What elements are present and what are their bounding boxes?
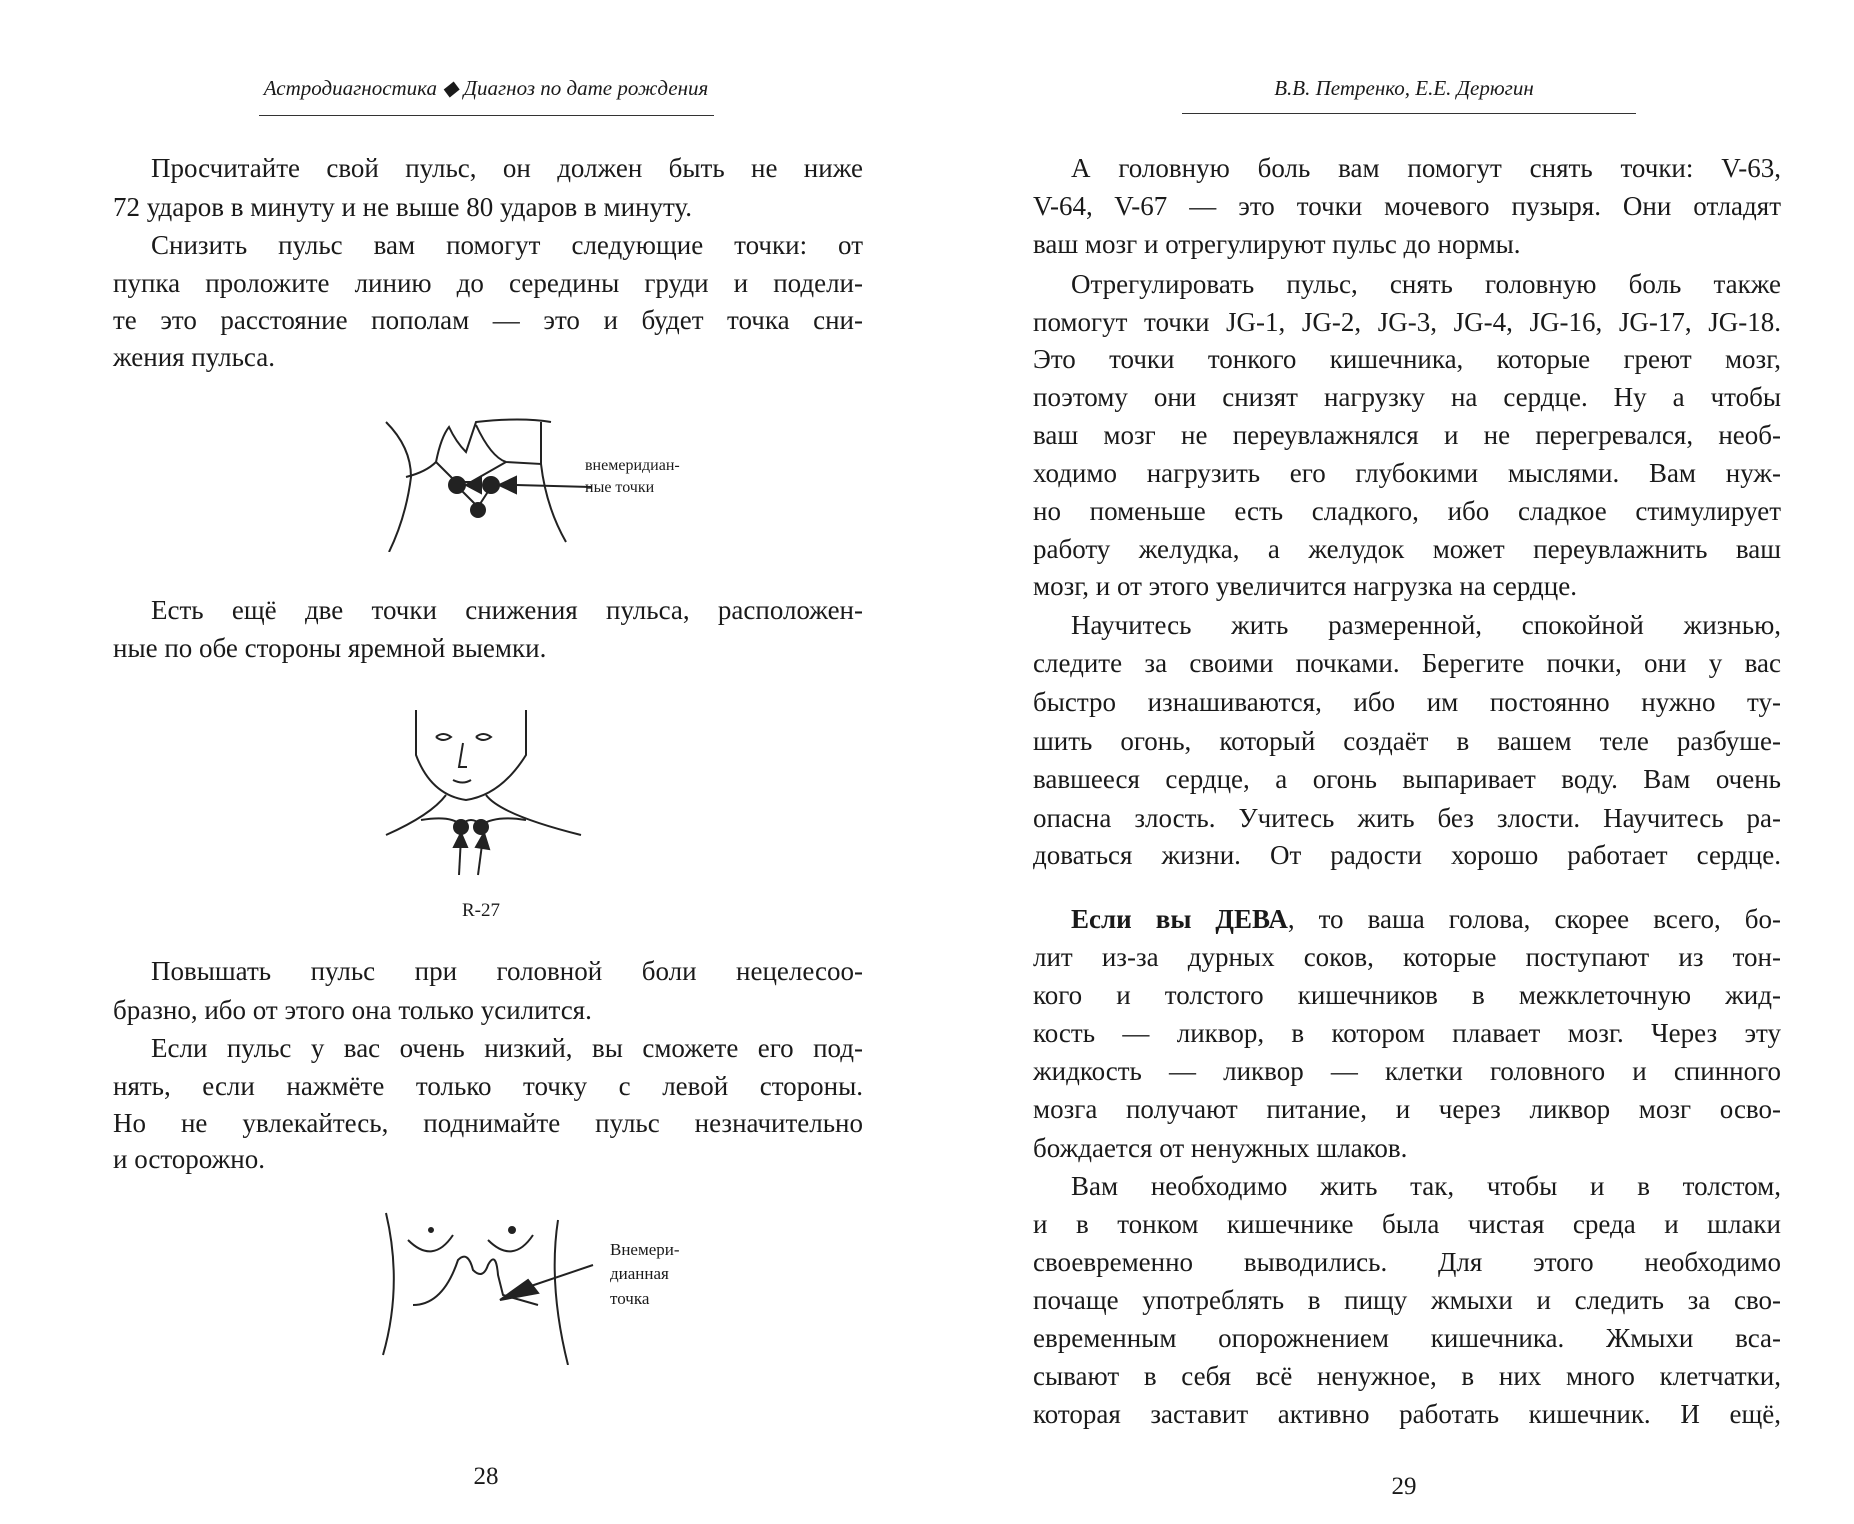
text-line: быстро изнашиваются, ибо им постоянно нужно ту- — [1033, 687, 1781, 717]
text-line: мозга получают питание, и через ликвор мозг осво- — [1033, 1094, 1781, 1124]
text-line: кость — ликвор, в котором плавает мозг. Через эту — [1033, 1018, 1781, 1048]
figure-caption: R-27 — [462, 900, 500, 921]
text-line: Просчитайте свой пульс, он должен быть не ниже — [151, 153, 863, 183]
text-line: Отрегулировать пульс, снять головную боль также — [1071, 269, 1781, 299]
text-line: бождается от ненужных шлаков. — [1033, 1133, 1408, 1163]
text-line: Но не увлекайтесь, поднимайте пульс незначительно — [113, 1108, 863, 1138]
text-line: 72 ударов в минуту и не выше 80 ударов в минуту. — [113, 192, 692, 222]
text-line: опасна злость. Учитесь жить без злости. Научитесь ра- — [1033, 803, 1781, 833]
text-line: Вам необходимо жить так, чтобы и в толстом, — [1071, 1171, 1781, 1201]
text-line: евременным опорожнением кишечника. Жмыхи вса- — [1033, 1323, 1781, 1353]
text-line: жения пульса. — [113, 342, 275, 372]
text-line: пупка проложите линию до середины груди и подели- — [113, 268, 863, 298]
text-line: сывают в себя всё ненужное, в них много клетчатки, — [1033, 1361, 1781, 1391]
text-line: и осторожно. — [113, 1144, 265, 1174]
text-line: шить огонь, который создаёт в вашем теле разбуше- — [1033, 726, 1781, 756]
text-line: доваться жизни. От радости хорошо работает сердце. — [1033, 840, 1781, 870]
text-line — [1071, 903, 1781, 935]
text-line: Это точки тонкого кишечника, которые греют мозг, — [1033, 344, 1781, 374]
text-line: кого и толстого кишечников в межклеточную жид- — [1033, 980, 1781, 1010]
text-line: те это расстояние пополам — это и будет точка сни- — [113, 305, 863, 335]
figure-caption: дианная — [610, 1264, 669, 1283]
text-line: ные по обе стороны яремной выемки. — [113, 633, 547, 663]
text-line: своевременно выводились. Для этого необходимо — [1033, 1247, 1781, 1277]
text-line: работу желудка, а желудок может переувлажнить ваш — [1033, 534, 1781, 564]
text-span: , то ваша голова, скорее всего, бо- — [1287, 904, 1781, 934]
text-line: Научитесь жить размеренной, спокойной жизнью, — [1071, 610, 1781, 640]
text-line: поэтому они снизят нагрузку на сердце. Ну а чтобы — [1033, 382, 1781, 412]
text-line: следите за своими почками. Берегите почки, они у вас — [1033, 648, 1781, 678]
text-line: жидкость — ликвор — клетки головного и спинного — [1033, 1056, 1781, 1086]
bold-lead: Если вы ДЕВА — [1071, 904, 1288, 934]
header-rule — [259, 115, 714, 116]
neck-points-illustration — [381, 705, 586, 905]
text-line: вавшееся сердце, а огонь выпаривает воду. Вам очень — [1033, 764, 1781, 794]
header-rule — [1182, 113, 1636, 114]
text-line: лит из-за дурных соков, которые поступают из тон- — [1033, 942, 1781, 972]
text-line: ваш мозг и отрегулируют пульс до нормы. — [1033, 229, 1521, 259]
figure-caption: ные точки — [585, 479, 655, 496]
text-line: Есть ещё две точки снижения пульса, расположен- — [151, 595, 863, 625]
figure-caption: точка — [610, 1289, 650, 1308]
text-line: и в тонком кишечнике была чистая среда и шлаки — [1033, 1209, 1781, 1239]
figure-caption: Внемери- — [610, 1240, 680, 1259]
running-header-right: В.В. Петренко, Е.Е. Дерюгин — [1274, 76, 1534, 100]
page-number-left: 28 — [473, 1463, 499, 1490]
text-line: бразно, ибо от этого она только усилится. — [113, 995, 592, 1025]
text-line: почаще употреблять в пищу жмыхи и следить за сво- — [1033, 1285, 1781, 1315]
running-header-left: Астродиагностика ◆ Диагноз по дате рождения — [263, 76, 709, 100]
text-line: Снизить пульс вам помогут следующие точки: от — [151, 230, 863, 260]
figure-caption: внемеридиан- — [585, 457, 680, 474]
chest-points-illustration — [381, 417, 591, 552]
text-line: Повышать пульс при головной боли нецелесоо- — [151, 956, 863, 986]
chest-point-illustration — [378, 1205, 618, 1365]
text-line: помогут точки JG-1, JG-2, JG-3, JG-4, JG-16, JG-17, JG-18. — [1033, 307, 1781, 337]
text-line: которая заставит активно работать кишечник. И ещё, — [1033, 1399, 1781, 1429]
text-line: А головную боль вам помогут снять точки: V-63, — [1071, 153, 1781, 183]
page-number-right: 29 — [1391, 1473, 1417, 1500]
text-line: Если пульс у вас очень низкий, вы сможете его под- — [151, 1033, 863, 1063]
text-line: но поменьше есть сладкого, ибо сладкое стимулирует — [1033, 496, 1781, 526]
text-line: ходимо нагрузить его глубокими мыслями. Вам нуж- — [1033, 458, 1781, 488]
text-line: нять, если нажмёте только точку с левой стороны. — [113, 1071, 863, 1101]
text-line: ваш мозг не переувлажнялся и не перегревался, необ- — [1033, 420, 1781, 450]
text-line: V-64, V-67 — это точки мочевого пузыря. Они отладят — [1033, 191, 1781, 221]
text-line: мозг, и от этого увеличится нагрузка на сердце. — [1033, 571, 1577, 601]
